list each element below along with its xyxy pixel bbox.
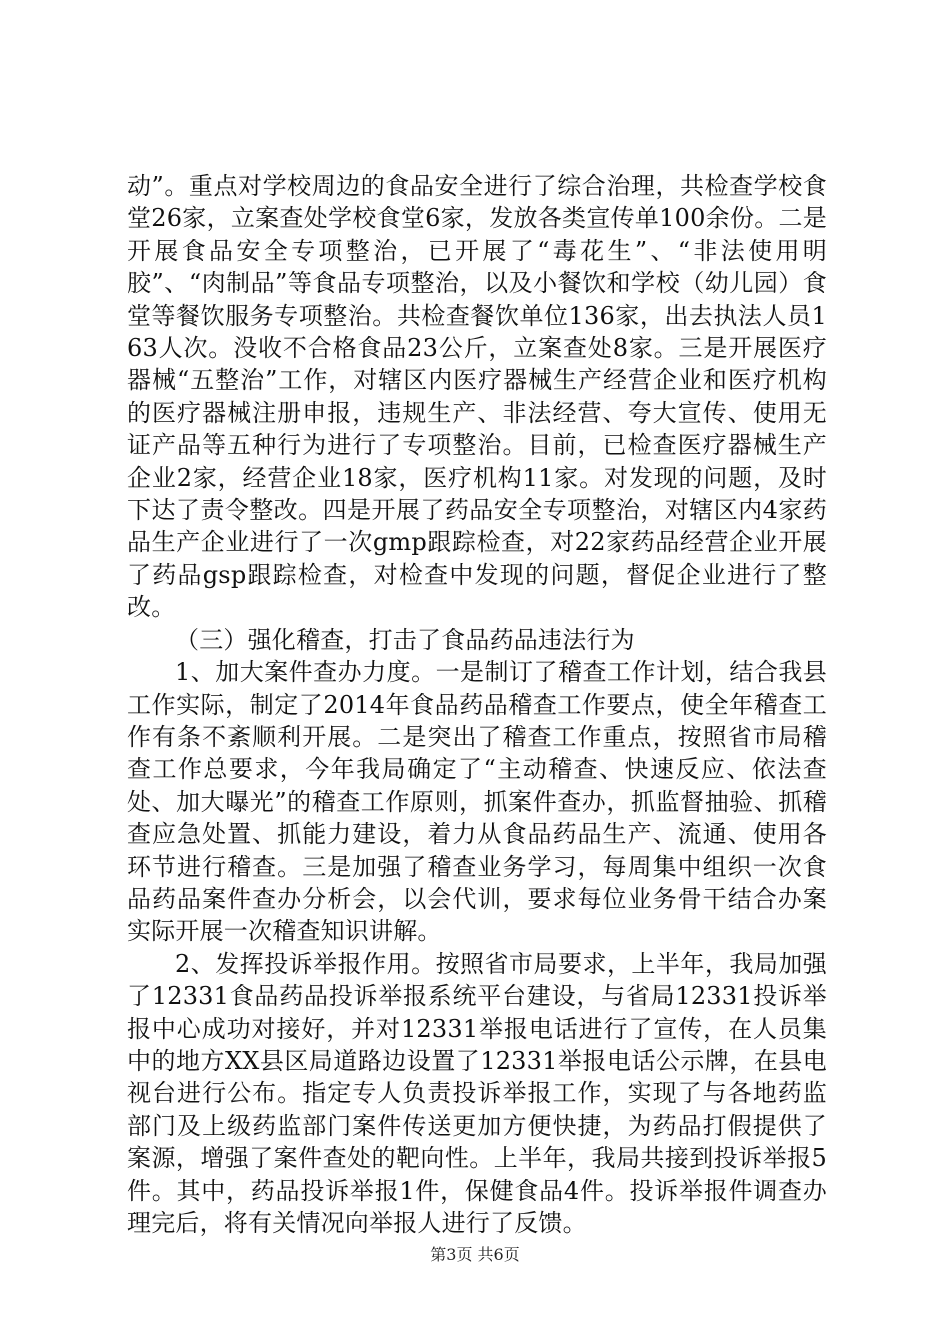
section-heading: （三）强化稽查，打击了食品药品违法行为 xyxy=(175,625,635,654)
document-body xyxy=(127,170,827,1239)
paragraph-continuation: 动”。重点对学校周边的食品安全进行了综合治理，共检查学校食堂26家，立案查处学校食堂6家，发放各类宣传单100余份。二是开展食品安全专项整治，已开展了“毒花生”、“非法使用明胶”、“肉制品”等食品专项整治，以及小餐饮和学校（幼儿园）食堂等餐饮服务专项整治。共检查餐饮单位136家，出去执法人员163人次。没收不合格食品23公斤，立案查处8家。三是开展医疗器械“五整治”工作，对辖区内医疗器械生产经营企业和医疗机构的医疗器械注册申报，违规生产、非法经营、夸大宣传、使用无证产品等五种行为进行了专项整治。目前，已检查医疗器械生产企业2家，经营企业18家，医疗机构11家。对发现的问题，及时下达了责令整改。四是开展了药品安全专项整治，对辖区内4家药品生产企业进行了一次gmp跟踪检查，对22家药品经营企业开展了药品gsp跟踪检查，对检查中发现的问题，督促企业进行了整改。 xyxy=(127,172,827,622)
paragraph-case-handling: 1、加大案件查办力度。一是制订了稽查工作计划，结合我县工作实际，制定了2014年食品药品稽查工作要点，使全年稽查工作有条不紊顺利开展。二是突出了稽查工作重点，按照省市局稽查工作总要求，今年我局确定了“主动稽查、快速反应、依法查处、加大曝光”的稽查工作原则，抓案件查办，抓监督抽验、抓稽查应急处置、抓能力建设，着力从食品药品生产、流通、使用各环节进行稽查。三是加强了稽查业务学习，每周集中组织一次食品药品案件查办分析会，以会代训，要求每位业务骨干结合办案实际开展一次稽查知识讲解。 xyxy=(127,658,827,946)
paragraph-complaint-reporting: 2、发挥投诉举报作用。按照省市局要求，上半年，我局加强了12331食品药品投诉举报系统平台建设，与省局12331投诉举报中心成功对接好，并对12331举报电话进行了宣传，在人员集中的地方XX县区局道路边设置了12331举报电话公示牌，在县电视台进行公布。指定专人负责投诉举报工作，实现了与各地药监部门及上级药监部门案件传送更加方便快捷，为药品打假提供了案源，增强了案件查处的靶向性。上半年，我局共接到投诉举报5件。其中，药品投诉举报1件，保健食品4件。投诉举报件调查办理完后，将有关情况向举报人进行了反馈。 xyxy=(127,949,827,1237)
page-footer: 第3页 共6页 xyxy=(430,1245,520,1264)
